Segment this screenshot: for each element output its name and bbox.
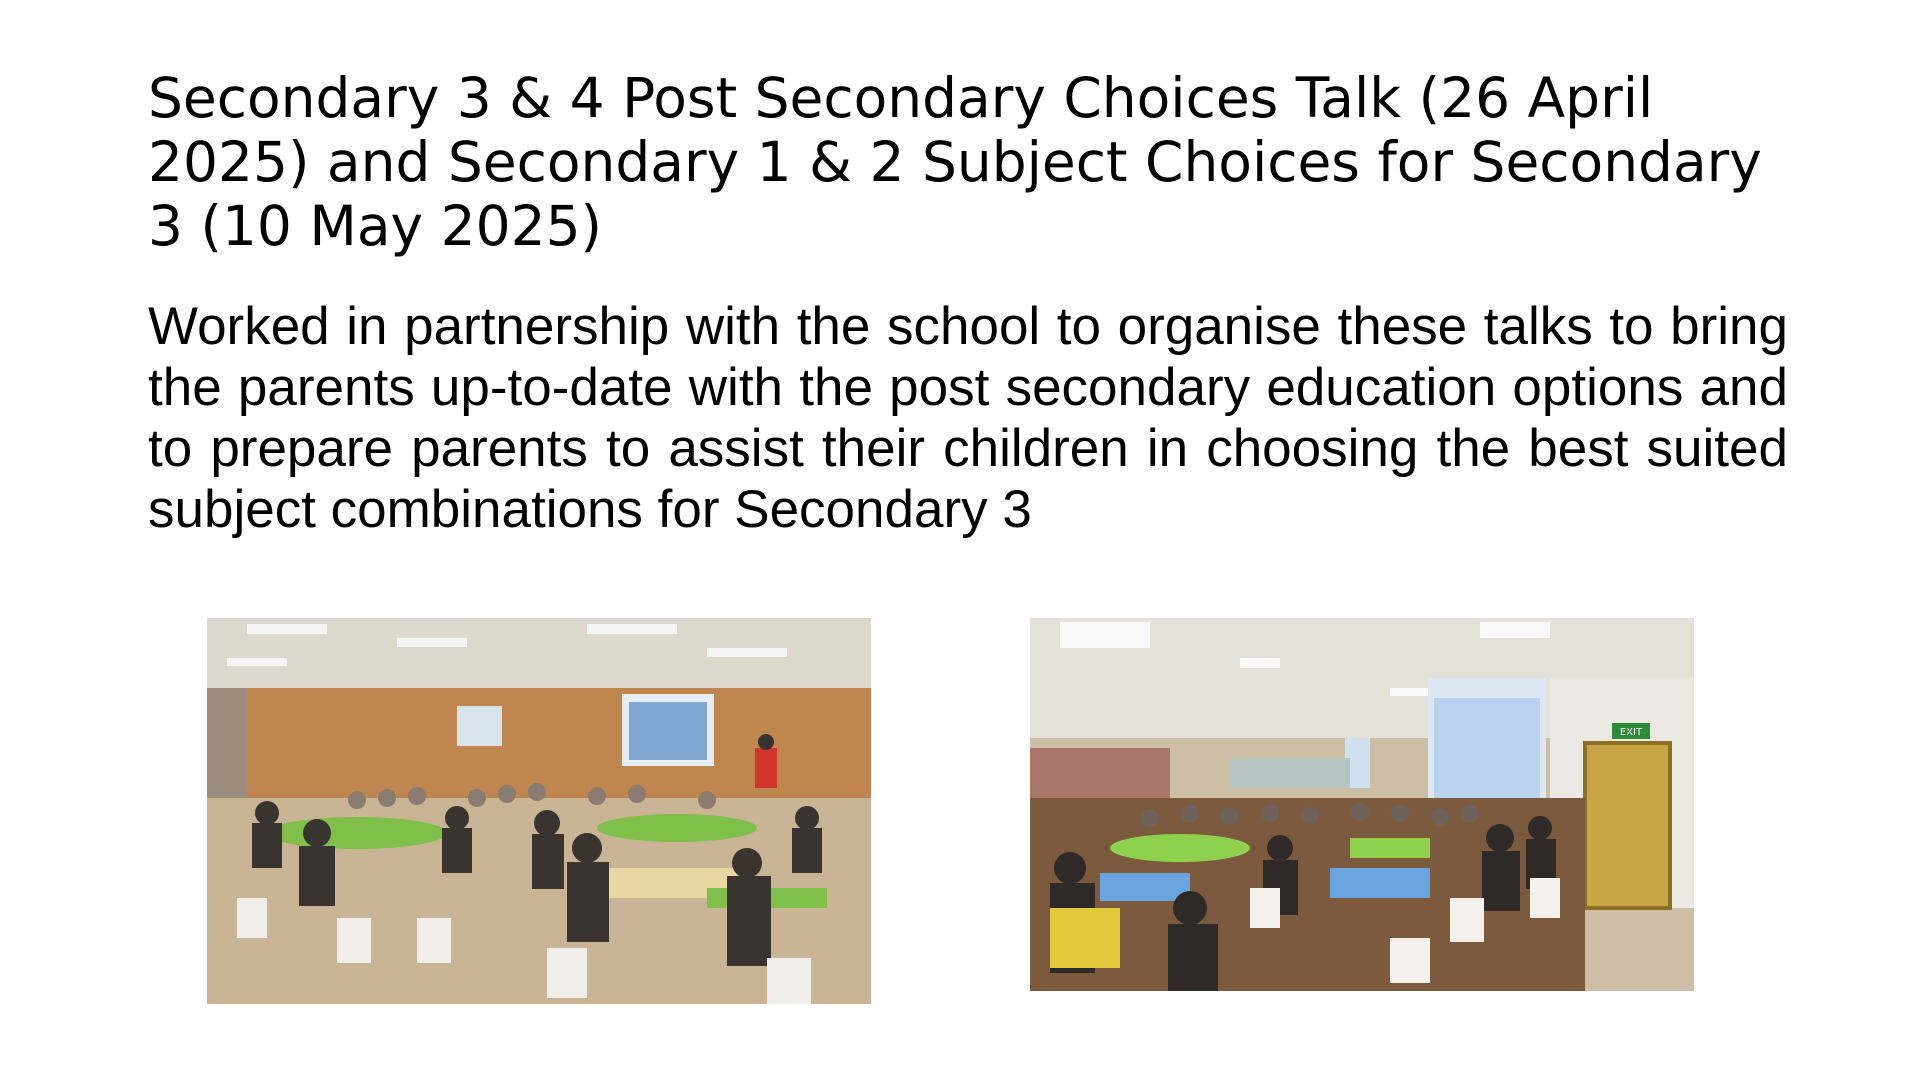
exit-sign-text: EXIT [1619, 727, 1643, 738]
slide-title: Secondary 3 & 4 Post Secondary Choices Talk (26 April 2025) and Secondary 1 & 2 Subject Choices for Secondary 3 (10 May 2025) [148, 66, 1762, 258]
hall-photo-illustration [207, 618, 871, 1004]
slide-body-text: Worked in partnership with the school to organise these talks to bring the parents up-to-date with the post secondary education options and to prepare parents to assist their children in choosing the best suited subject combinations for Secondary 3 [148, 297, 1788, 539]
talk-photo-library [1030, 618, 1694, 991]
talk-photo-hall [207, 618, 871, 1004]
library-photo-illustration [1030, 618, 1694, 991]
